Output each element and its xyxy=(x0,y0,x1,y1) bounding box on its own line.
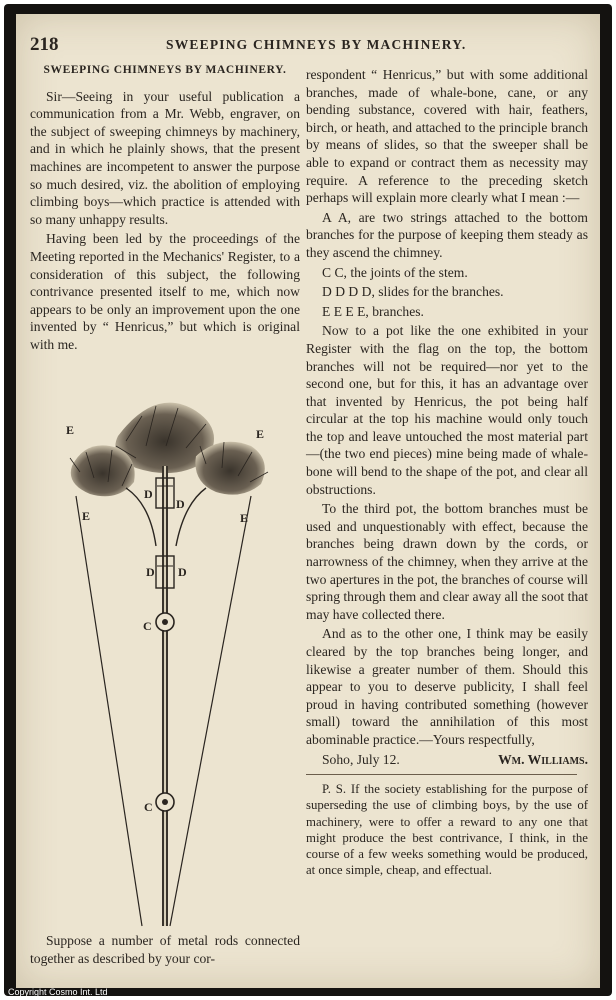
string-a-right xyxy=(170,496,251,926)
paragraph: Having been led by the proceedings of the Meeting reported in the Mechanics' Register, to a consideration of this subject, the following contrivance presented itself to me, which now appears to be only an improvement upon the one invented by “ Henricus,” but which is original with me. xyxy=(30,231,300,352)
left-column xyxy=(30,62,300,356)
joint-upper xyxy=(156,613,174,631)
label-d-upper-left: D xyxy=(144,487,153,501)
paragraph: Sir—Seeing in your useful publication a communication from a Mr. Webb, engraver, on the subject of sweeping chimneys by machinery, and in which he plainly shows, that the present machines are incompetent to answer the purpose so much desired, viz. the abolition of employing climbing boys—which practice is attended with so many unhappy results. xyxy=(30,88,300,227)
paragraph: To the third pot, the bottom branches must be used and unquestionably with effect, because the branches being drawn down by the cords, or narrowness of the chimney, when they arrive at the two apertures in the pot, the branches of course will spring through them and clear away all the soot that may have collected there. xyxy=(306,501,588,622)
chimney-sweep-machine-illustration xyxy=(46,386,286,931)
paragraph: respondent “ Henricus,” but with some additional branches, made of whale-bone, cane, or any bending substance, covered with hair, feathers, birch, or heath, and attached to the principle branch by means of slides, so that the sweeper shall be able to expand or contract them as necessity may require. A reference to the preceding sketch perhaps will explain more clearly what I mean :— xyxy=(306,67,588,206)
book-page xyxy=(16,14,600,988)
paragraph: C C, the joints of the stem. xyxy=(322,264,468,280)
label-e-bottom-right: E xyxy=(240,511,249,525)
paragraph: D D D D, slides for the branches. xyxy=(322,284,504,300)
label-d-lower-right: D xyxy=(178,565,187,579)
copyright-notice: Copyright Cosmo Int. Ltd xyxy=(8,987,108,997)
label-c-upper: C xyxy=(143,619,152,633)
joint-lower xyxy=(156,793,174,811)
page-number: 218 xyxy=(30,34,59,55)
label-e-bottom-left: E xyxy=(82,509,91,523)
paragraph: A A, are two strings attached to the bottom branches for the purpose of keeping them steady as they ascend the chimney. xyxy=(306,209,588,260)
paragraph: E E E E, branches. xyxy=(322,303,424,319)
main-stem xyxy=(162,466,168,926)
label-d-upper-right: D xyxy=(176,497,185,511)
article-title: SWEEPING CHIMNEYS BY MACHINERY. xyxy=(43,64,287,76)
label-d-lower-left: D xyxy=(146,565,155,579)
signature xyxy=(306,751,588,769)
label-e-top-right: E xyxy=(256,427,265,441)
right-column xyxy=(306,66,588,880)
caption-text: Suppose a number of metal rods connected together as described by your cor- xyxy=(30,933,300,966)
paragraph: Now to a pot like the one exhibited in your Register with the flag on the top, the bottom branches will not be required—nor yet to the second one, but for this, it has an advantage over that invented by Henricus, the pot being half circular at the top his machine would only touch the top and leave untouched the most material part—(the two end pieces) mine being made of whale-bone will bend to the shape of the pot, and clear all obstructions. xyxy=(306,323,588,497)
divider xyxy=(306,774,577,775)
signature-place-date: Soho, July 12. xyxy=(322,751,400,767)
postscript: P. S. If the society establishing for the purpose of superseding the use of climbing boys, by the use of machinery, were to offer a reward to any one that might produce the best contrivance, I think, in the course of a few weeks something would be produced, at once simple, cheap, and effectual. xyxy=(306,782,588,878)
signature-name: Wm. Williams. xyxy=(498,751,588,767)
string-a-left xyxy=(76,496,142,926)
label-c-lower: C xyxy=(144,800,153,814)
label-e-top-left: E xyxy=(66,423,75,437)
paragraph: And as to the other one, I think may be easily cleared by the top branches being longer, and likewise a greater number of them. Should this appear to you to deserve publicity, I shall feel proud in having contributed something (however small) toward the annihilation of this most abominable practice.—Yours respectfully, xyxy=(306,626,588,747)
running-title: SWEEPING CHIMNEYS BY MACHINERY. xyxy=(166,37,467,52)
figure-caption xyxy=(30,932,300,967)
